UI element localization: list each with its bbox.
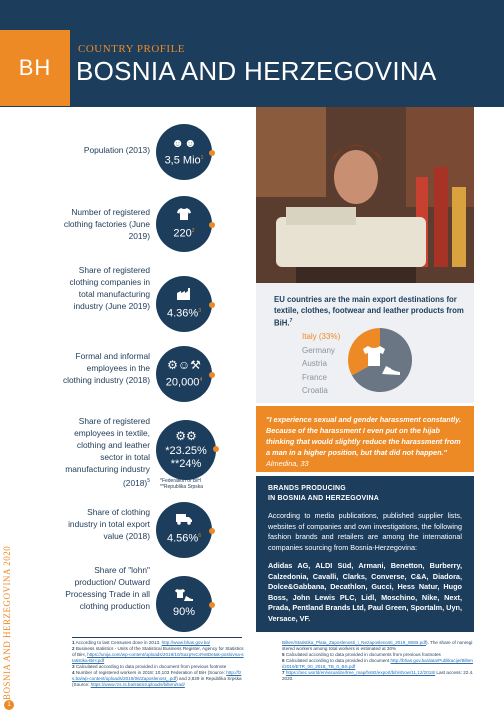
stat-value-employees: 20,000$^4$ <box>165 376 203 389</box>
stat-note-rs: **Republika Srpska <box>160 484 204 490</box>
stat-circle-employees <box>156 346 212 402</box>
stat-value-export-share: 4.56%$^6$ <box>167 532 201 545</box>
country-germany: Germany <box>302 345 335 355</box>
shoe-shirt-icon <box>175 589 193 603</box>
stat-label-employees: Formal and informal employees in the clothing industry (2018) <box>62 351 150 385</box>
export-heading: EU countries are the main export destinations for textile, clothes, footwear and leather products from BiH.$^7$ <box>274 295 464 328</box>
stat-value-lohn-share: 90% <box>172 606 196 618</box>
header-bar <box>0 0 504 107</box>
country-france: France <box>302 372 327 382</box>
footnote-4-link-c[interactable]: Bilten/Statistika_Plata_Zaposlenosti_i_Nezaposlenosti_2019_WEB.pdf <box>282 640 427 645</box>
country-croatia: Croatia <box>302 386 328 395</box>
footnote-5: 5 Calculated according to data provided in documents from previous footnotes <box>282 652 441 657</box>
tshirt-icon <box>177 208 191 222</box>
factory-icon <box>177 288 191 302</box>
footnote-1-link[interactable]: http://www.bhas.gov.ba/ <box>161 640 211 645</box>
footnotes-left <box>72 640 244 688</box>
stat-value-sector-share-fbih: *23.25% <box>165 444 207 457</box>
country-austria: Austria <box>302 359 327 368</box>
footnote-7: 7 https://oec.world/en/visualize/tree_map/hs92/export/bih/show/11,12/2018/ Last access: 22.4.2020. <box>282 670 474 681</box>
stat-circle-export-share <box>156 502 212 558</box>
footnote-6: 6 Calculated according to data provided in document http://bhas.gov.ba/data/Publikacije/Bilteni/2019/ETR_00_2018_TB_0_BS.pdf <box>282 658 473 669</box>
stat-value-company-share: 4.36%$^3$ <box>167 307 201 320</box>
people-icon: ☻☻ <box>171 135 197 150</box>
stat-label-population: Population (2013) <box>83 145 150 155</box>
stat-label-factories: Number of registered clothing factories (June 2019) <box>63 207 150 241</box>
worker-quote: "I experience sexual and gender harassment constantly. Because of the harassment I even put on the hijab thinking that would slightly reduce the harassment from a man in a higher position, but that did not happen." Almedina, 33 <box>266 415 462 468</box>
stat-circle-lohn-share <box>156 576 212 632</box>
page-number: 1 <box>4 700 14 710</box>
footnote-3: 3 Calculated according to data provided in document from previous footnote <box>72 664 227 669</box>
footnote-7-link[interactable]: https://oec.world/en/visualize/tree_map/hs92/export/bih/show/11,12/2018/ <box>285 670 436 675</box>
footnote-2: 2 Business statistics - Units of the Statistical Business Register, Agency for Statistics of BiH, https://unija.com/wp-content/uploads/2019/10/Sazp%C4%8Detak-poslovna-statistika-BiH.pdf <box>72 646 244 663</box>
export-pie-chart <box>346 326 414 394</box>
brands-panel <box>256 476 474 632</box>
brands-intro: According to media publications, published supplier lists, websites of companies and own investigations, the following fashion brands and retailers are among the international companies sourcing from Bosnia-Herzegovina: <box>268 511 462 552</box>
footnote-4-link-b[interactable]: https://www.rzs.rs.ba/static/uploads/bilteni/rad/ <box>90 682 185 687</box>
worker-photo <box>256 107 474 283</box>
footnote-1: 1 According to last Censuses done in 2013. http://www.bhas.gov.ba/ <box>72 640 211 645</box>
page-title: BOSNIA AND HERZEGOVINA <box>76 56 437 86</box>
stat-circle-factories <box>156 196 212 252</box>
header-kicker: COUNTRY PROFILE <box>78 43 186 55</box>
vertical-sidebar-label: BOSNIA AND HERZEGOVINA 2020 <box>2 545 12 700</box>
stat-label-sector-share: Share of registered employees in textile, clothing and leather sector in total manufacturing industry $(2018)^5$ <box>65 416 150 488</box>
country-code-badge: BH <box>0 30 70 106</box>
footnote-2-link[interactable]: https://unija.com/wp-content/uploads/2019/10/Sazp%C4%8Detak-poslovna-statistika-BiH.pdf <box>72 652 244 663</box>
footnote-4-cont: Bilten/Statistika_Plata_Zaposlenosti_i_Nezaposlenosti_2019_WEB.pdf). The share of nonregistered workers among total workers is estimated at 30% <box>282 640 473 651</box>
country-italy: Italy (33%) <box>302 332 341 341</box>
stat-circle-company-share <box>156 276 212 332</box>
stat-label-company-share: Share of registered clothing companies in total manufacturing industry (June 2019) <box>69 265 150 311</box>
footnotes-right <box>282 640 474 682</box>
workers-icon: ⚙☺⚒ <box>167 357 201 372</box>
quote-attribution: Almedina, 33 <box>266 459 309 468</box>
stat-label-export-share: Share of clothing industry in total export value (2018) <box>68 507 150 541</box>
footnote-4-link-a[interactable]: http://fzs.ba/wp-content/uploads/2019/06/Zaposlenost_.pdf <box>72 670 242 681</box>
footnote-6-link[interactable]: http://bhas.gov.ba/data/Publikacije/Bilteni/2019/ETR_00_2018_TB_0_BS.pdf <box>282 658 473 669</box>
gears-icon: ⚙⚙ <box>175 428 197 443</box>
stat-value-factories: $220^2$ <box>173 227 195 240</box>
stat-circle-population <box>156 124 212 180</box>
stat-value-population: 3,5 Mio$^1$ <box>164 154 204 167</box>
stat-note-fbih: *Federation of BiH <box>160 478 201 484</box>
worker-quote-box <box>256 406 474 472</box>
brands-heading: BRANDS PRODUCING IN BOSNIA AND HERZEGOVINA <box>268 485 380 502</box>
stat-label-lohn-share: Share of "lohn" production/ Outward Processing Trade in all clothing production <box>65 565 150 611</box>
stat-value-sector-share-rs: **24% <box>170 457 202 470</box>
stat-circle-sector-share <box>156 420 216 480</box>
footnote-4: 4 Number of registered workers in 2018: 10,103 Federation of BiH (Source: http://fzs.ba/wp-content/uploads/2019/06/Zaposlenost_.pdf) and 2,829 in Republika Srpska (Source: https://www.rzs.rs.ba/static/uploads/bilteni/rad/ <box>72 670 242 687</box>
truck-icon <box>176 514 192 527</box>
brands-list: Adidas AG, ALDI Süd, Armani, Benetton, Burberry, Calzedonia, Cavalli, Clarks, Converse, C&A, Diadora, Dolce&Gabbana, Decathlon, Gucci, Hess Natur, Hugo Boss, John Lewis PLC, Lidl, Moschino, Nike, Next, Prada, Pentland Brands Ltd, Paul Green, Sportalm, Uyn, Versace, VF. <box>268 561 462 623</box>
export-country-list <box>302 330 340 398</box>
footnote-divider <box>72 637 242 638</box>
